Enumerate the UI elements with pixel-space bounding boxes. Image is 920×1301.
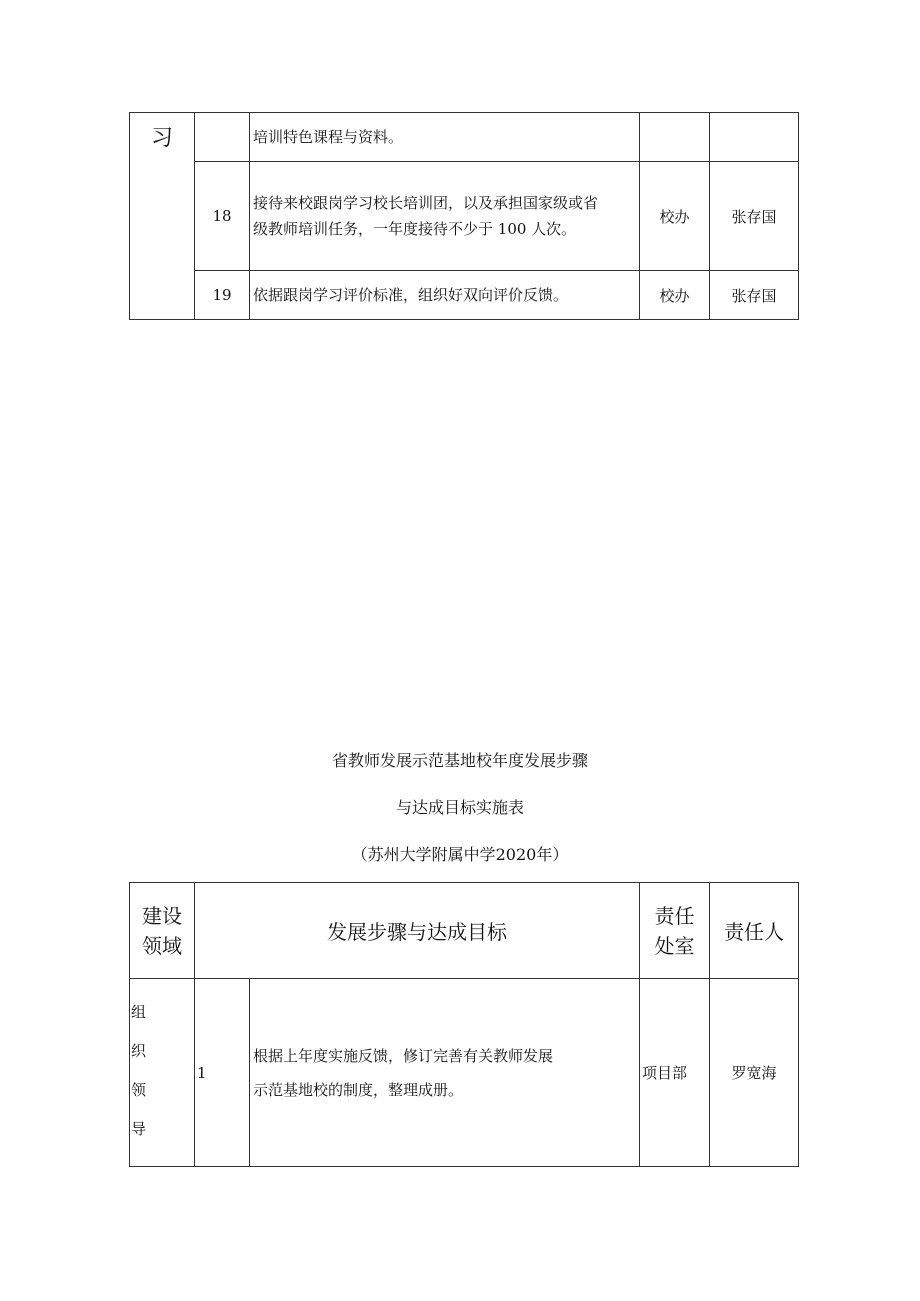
area-char: 领: [131, 1081, 147, 1099]
row-num: [195, 113, 250, 162]
row-desc: 依据跟岗学习评价标准，组织好双向评价反馈。: [250, 271, 640, 320]
row-person: 张存国: [710, 162, 799, 271]
document-title: 省教师发展示范基地校年度发展步骤: [331, 751, 588, 770]
row-desc-line: 根据上年度实施反馈，修订完善有关教师发展: [253, 1046, 554, 1065]
header-office: [640, 883, 710, 979]
row-office: 校办: [640, 162, 710, 271]
area-char: 导: [131, 1120, 147, 1138]
row-num: 19: [195, 271, 250, 320]
row-desc-line: 示范基地校的制度，整理成册。: [253, 1080, 464, 1099]
row-desc-line: 级教师培训任务，一年度接待不少于 100 人次。: [253, 220, 577, 238]
implementation-table: [129, 882, 799, 1167]
header-person: 责任人: [710, 883, 799, 979]
header-office-line: 责任: [654, 903, 695, 928]
row-desc: [250, 979, 640, 1167]
row-desc: 培训特色课程与资料。: [250, 113, 640, 162]
row-office: 项目部: [640, 979, 710, 1167]
document-subtitle: 与达成目标实施表: [395, 798, 524, 817]
row-person: [710, 113, 799, 162]
continuation-table: [129, 112, 799, 320]
area-org-leadership: [130, 979, 195, 1167]
row-num: 1: [195, 979, 250, 1167]
row-num: 18: [195, 162, 250, 271]
document-school-year: （苏州大学附属中学2020年）: [351, 845, 569, 864]
header-steps: 发展步骤与达成目标: [195, 883, 640, 979]
header-area-line: 建设: [142, 903, 182, 928]
row-person: 张存国: [710, 271, 799, 320]
area-char: 组: [131, 1003, 147, 1021]
header-area: [130, 883, 195, 979]
row-office: 校办: [640, 271, 710, 320]
row-desc: [250, 162, 640, 271]
header-office-line: 处室: [654, 933, 695, 958]
area-cell: [130, 113, 195, 320]
header-area-line: 领域: [142, 933, 182, 958]
row-office: [640, 113, 710, 162]
row-desc-line: 接待来校跟岗学习校长培训团，以及承担国家级或省: [253, 194, 599, 212]
area-fragment: 习: [150, 126, 173, 151]
row-person: 罗宽海: [710, 979, 799, 1167]
area-char: 织: [131, 1042, 147, 1060]
